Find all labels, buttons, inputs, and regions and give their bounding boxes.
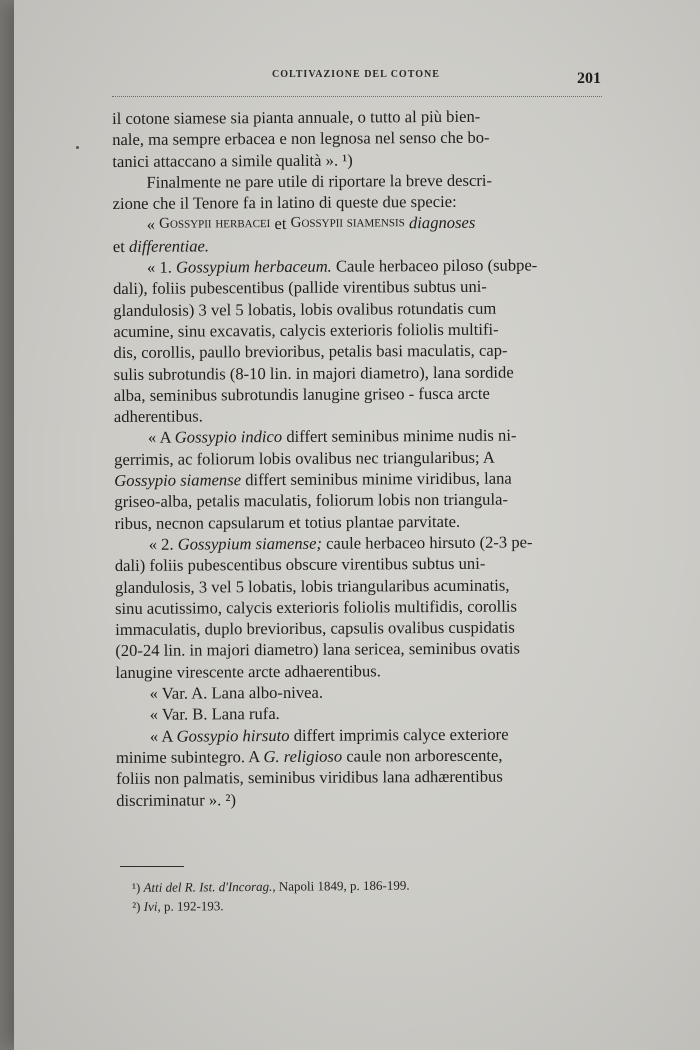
text-line (114, 361, 604, 385)
text-line (116, 786, 606, 810)
text-line (113, 318, 603, 342)
line-text: dis, corollis, paullo brevioribus, petalis basi maculatis, cap- (113, 340, 508, 363)
line-text: differt seminibus minime viridibus, lana (240, 468, 512, 490)
text-line (114, 488, 604, 512)
text-line (115, 659, 605, 683)
header-rule (112, 96, 602, 97)
line-text: « (146, 215, 156, 235)
text-line (113, 339, 603, 363)
line-text: « 2. (148, 534, 178, 554)
text-line (113, 233, 603, 257)
line-text: Finalmente ne pare utile di riportare la breve descri- (146, 170, 493, 192)
italic-text: Atti del R. Ist. d'Incorag., (143, 878, 276, 895)
text-line (116, 744, 606, 768)
line-text: dali) foliis pubescentibus obscure virentibus subtus uni- (114, 553, 486, 576)
italic-text: Gossypium siamense; (177, 533, 323, 554)
text-line (112, 169, 602, 193)
text-line (114, 424, 604, 448)
text-line (114, 467, 604, 491)
footnote-marker: ¹) (132, 879, 141, 895)
line-text: « Var. A. Lana albo-nivea. (149, 682, 324, 703)
text-line (115, 637, 605, 661)
running-title: COLTIVAZIONE DEL COTONE (272, 69, 440, 80)
text-line (115, 574, 605, 598)
text-line (115, 531, 605, 555)
text-line (115, 595, 605, 619)
line-text: ribus, necnon capsularum et totius plantae parvitate. (114, 511, 461, 533)
text-line (112, 148, 602, 172)
line-text: glandulosis, 3 vel 5 lobatis, lobis triangularibus acuminatis, (114, 575, 510, 597)
line-text: foliis non palmatis, seminibus viridibus lana adhærentibus (116, 766, 503, 789)
line-text: sulis subrotundis (8-10 lin. in majori diametro), lana sordide (113, 362, 514, 384)
line-text: discriminatur ». ²) (116, 789, 237, 810)
italic-text: Ivi, (143, 898, 161, 914)
text-line (113, 254, 603, 278)
line-text: differt imprimis calyce exteriore (289, 724, 509, 745)
body-text (112, 105, 606, 811)
line-text: et (270, 214, 291, 234)
line-text: « A (149, 726, 177, 746)
line-text: minime subintegro. A (115, 746, 264, 767)
footnote-text: Napoli 1849, p. 186-199. (275, 877, 410, 894)
line-text: tanici attaccano a simile qualità ». ¹) (112, 150, 353, 171)
footnote-rule (120, 866, 184, 867)
footnote-text: p. 192-193. (160, 898, 224, 914)
line-text: gerrimis, ac foliorum lobis ovalibus nec triangularibus; A (114, 447, 495, 469)
line-text: « Var. B. Lana rufa. (149, 704, 280, 725)
line-text: (20-24 lin. in majori diametro) lana sericea, seminibus ovatis (115, 638, 520, 661)
line-text: differt seminibus minime nudis ni- (282, 425, 517, 447)
text-line (115, 616, 605, 640)
line-text: lanugine virescente arcte adhaerentibus. (115, 661, 381, 682)
line-text: immaculatis, duplo brevioribus, capsulis ovalibus cuspidatis (115, 617, 515, 640)
text-line (112, 126, 602, 150)
line-text: sinu acutissimo, calycis exterioris foliolis multifidis, corollis (114, 596, 517, 618)
text-line (114, 382, 604, 406)
line-text: Caule herbaceo piloso (subpe- (331, 255, 538, 276)
species-name: Gossypii herbacei (159, 215, 271, 233)
page-number: 201 (577, 70, 601, 87)
line-text: zione che il Tenore fa in latino di queste due specie: (112, 192, 457, 214)
text-line (114, 403, 604, 427)
footnote-2 (132, 893, 552, 916)
line-text: alba, seminibus subrotundis lanugine griseo - fusca arcte (113, 383, 490, 405)
text-line (113, 275, 603, 299)
text-line (115, 552, 605, 576)
italic-text: differentiae. (128, 236, 210, 256)
italic-text: Gossypio hirsuto (176, 725, 290, 746)
italic-text: Gossypio siamense (114, 470, 242, 491)
line-text: nale, ma sempre erbacea e non legnosa nel senso che bo- (112, 127, 490, 150)
text-line (114, 510, 604, 534)
margin-speck (76, 146, 79, 149)
text-line (114, 446, 604, 470)
text-line (116, 680, 606, 704)
line-text: glandulosis) 3 vel 5 lobatis, lobis ovalibus rotundatis cum (113, 298, 497, 320)
footnotes (132, 874, 552, 916)
text-line (113, 211, 603, 235)
line-text: acumine, sinu excavatis, calycis exterioris foliolis multifi- (113, 319, 499, 341)
italic-text: diagnoses (404, 213, 476, 233)
species-name: Gossypii siamensis (290, 214, 405, 232)
line-text: caule herbaceo hirsuto (2-3 pe- (321, 532, 533, 553)
line-text: adherentibus. (113, 406, 203, 427)
italic-text: Gossypium herbaceum. (175, 256, 332, 277)
line-text: caule non arborescente, (342, 745, 503, 766)
line-text: « A (147, 428, 175, 448)
italic-text: G. religioso (263, 746, 343, 766)
text-line (113, 297, 603, 321)
text-line (116, 765, 606, 789)
footnote-marker: ²) (132, 898, 141, 914)
text-line (112, 105, 602, 129)
text-line (116, 723, 606, 747)
italic-text: Gossypio indico (174, 427, 283, 448)
line-text: et (112, 236, 130, 256)
line-text: dali), foliis pubescentibus (pallide virentibus subtus uni- (113, 277, 487, 299)
text-line (116, 701, 606, 725)
text-line (113, 190, 603, 214)
line-text: « 1. (146, 257, 177, 277)
line-text: il cotone siamese sia pianta annuale, o tutto al più bien- (112, 106, 481, 128)
line-text: griseo-alba, petalis maculatis, foliorum lobis non triangula- (114, 489, 509, 512)
